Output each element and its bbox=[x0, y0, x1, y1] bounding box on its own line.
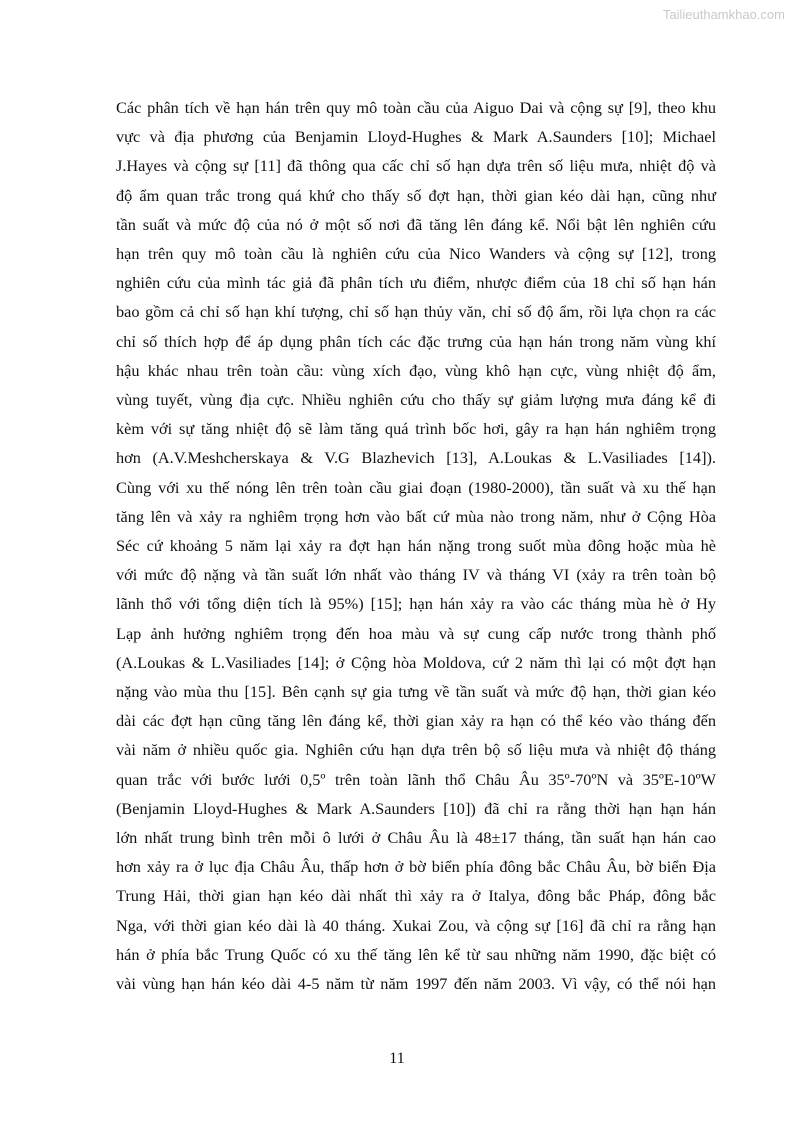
text-line: (A.Loukas & L.Vasiliades [14]; ở Cộng hòa Moldova, cứ 2 năm thì lại có một đợt hạn bbox=[116, 652, 716, 672]
text-line: dài các đợt hạn cũng tăng lên đáng kể, thời gian xảy ra hạn có thể kéo vào tháng đến bbox=[116, 711, 716, 731]
text-line: Trung Hải, thời gian hạn kéo dài nhất thì xảy ra ở Italya, đông bắc Pháp, đông bắc bbox=[116, 886, 716, 906]
text-line: (Benjamin Lloyd-Hughes & Mark A.Saunders [10]) đã chỉ ra rằng thời hạn hạn hán bbox=[116, 798, 716, 818]
text-line: tăng lên và xảy ra nghiêm trọng hơn vào bất cứ mùa nào trong năm, như ở Cộng Hòa bbox=[116, 506, 716, 526]
text-line: hơn (A.V.Meshcherskaya & V.G Blazhevich [13], A.Loukas & L.Vasiliades [14]). bbox=[116, 448, 716, 468]
text-line: lớn nhất trung bình trên mỗi ô lưới ở Châu Âu là 48±17 tháng, tần suất hạn hán cao bbox=[116, 828, 716, 848]
text-line: hạn trên quy mô toàn cầu là nghiên cứu của Nico Wanders và cộng sự [12], trong bbox=[116, 244, 716, 264]
text-line: J.Hayes và cộng sự [11] đã thông qua cấc chỉ số hạn dựa trên số liệu mưa, nhiệt độ và bbox=[116, 156, 716, 176]
text-line: Nga, với thời gian kéo dài là 40 tháng. Xukai Zou, và cộng sự [16] đã chỉ ra rằng hạn bbox=[116, 915, 716, 935]
text-line: Lạp ảnh hưởng nghiêm trọng đến hoa màu và sự cung cấp nước trong thành phố bbox=[116, 623, 716, 643]
text-line: hậu khác nhau trên toàn cầu: vùng xích đạo, vùng khô hạn cực, vùng nhiệt độ ẩm, bbox=[116, 360, 716, 380]
text-line: hán ở phía bắc Trung Quốc có xu thế tăng lên kể từ sau những năm 1990, đặc biệt có bbox=[116, 944, 716, 964]
text-line: vùng tuyết, vùng địa cực. Nhiều nghiên cứu cho thấy sự giảm lượng mưa đáng kể đi bbox=[116, 390, 716, 410]
text-line: nghiên cứu của mình tác giả đã phân tích ưu điểm, nhược điểm của 18 chỉ số hạn hán bbox=[116, 273, 716, 293]
text-line: Séc cứ khoảng 5 năm lại xảy ra đợt hạn hán nặng trong suốt mùa đông hoặc mùa hè bbox=[116, 536, 716, 556]
text-line: kèm với sự tăng nhiệt độ sẽ làm tăng quá trình bốc hơi, gây ra hạn hán nghiêm trọng bbox=[116, 419, 716, 439]
text-line: bao gồm cả chỉ số hạn khí tượng, chỉ số hạn thủy văn, chỉ số độ ẩm, rồi lựa chọn ra các bbox=[116, 302, 716, 322]
text-line: tần suất và mức độ của nó ở một số nơi đã tăng lên đáng kể. Nổi bật lên nghiên cứu bbox=[116, 214, 716, 234]
text-line: vài năm ở nhiều quốc gia. Nghiên cứu hạn dựa trên bộ số liệu mưa và nhiệt độ tháng bbox=[116, 740, 716, 760]
text-line: độ ẩm quan trắc trong quá khứ cho thấy số đợt hạn, thời gian kéo dài hạn, cũng như bbox=[116, 185, 716, 205]
text-line: nặng vào mùa thu [15]. Bên cạnh sự gia tưng về tần suất và mức độ hạn, thời gian kéo bbox=[116, 682, 716, 702]
text-line: Cùng với xu thế nóng lên trên toàn cầu giai đoạn (1980-2000), tần suất và xu thế hạn bbox=[116, 477, 716, 497]
text-line: vài vùng hạn hán kéo dài 4-5 năm từ năm 1997 đến năm 2003. Vì vậy, có thể nói hạn bbox=[116, 974, 716, 994]
text-line: lãnh thổ với tổng diện tích là 95%) [15]; hạn hán xảy ra vào các tháng mùa hè ở Hy bbox=[116, 594, 716, 614]
text-line: quan trắc với bước lưới 0,5º trên toàn lãnh thổ Châu Âu 35º-70ºN và 35ºE-10ºW bbox=[116, 769, 716, 789]
page-number: 11 bbox=[389, 1050, 405, 1067]
body-paragraph bbox=[116, 93, 716, 998]
text-line: hơn xảy ra ở lục địa Châu Âu, thấp hơn ở bờ biển phía đông bắc Châu Âu, bờ biển Địa bbox=[116, 857, 716, 877]
watermark-text: Tailieuthamkhao.com bbox=[662, 7, 785, 22]
text-line: chỉ số thích hợp để áp dụng phân tích các đặc trưng của hạn hán trong năm vùng khí bbox=[116, 331, 716, 351]
text-line: với mức độ nặng và tần suất lớn nhất vào tháng IV và tháng VI (xảy ra trên toàn bộ bbox=[116, 565, 716, 585]
text-line: Các phân tích về hạn hán trên quy mô toàn cầu của Aiguo Dai và cộng sự [9], theo khu bbox=[116, 98, 716, 117]
text-line: vực và địa phương của Benjamin Lloyd-Hughes & Mark A.Saunders [10]; Michael bbox=[116, 127, 716, 147]
